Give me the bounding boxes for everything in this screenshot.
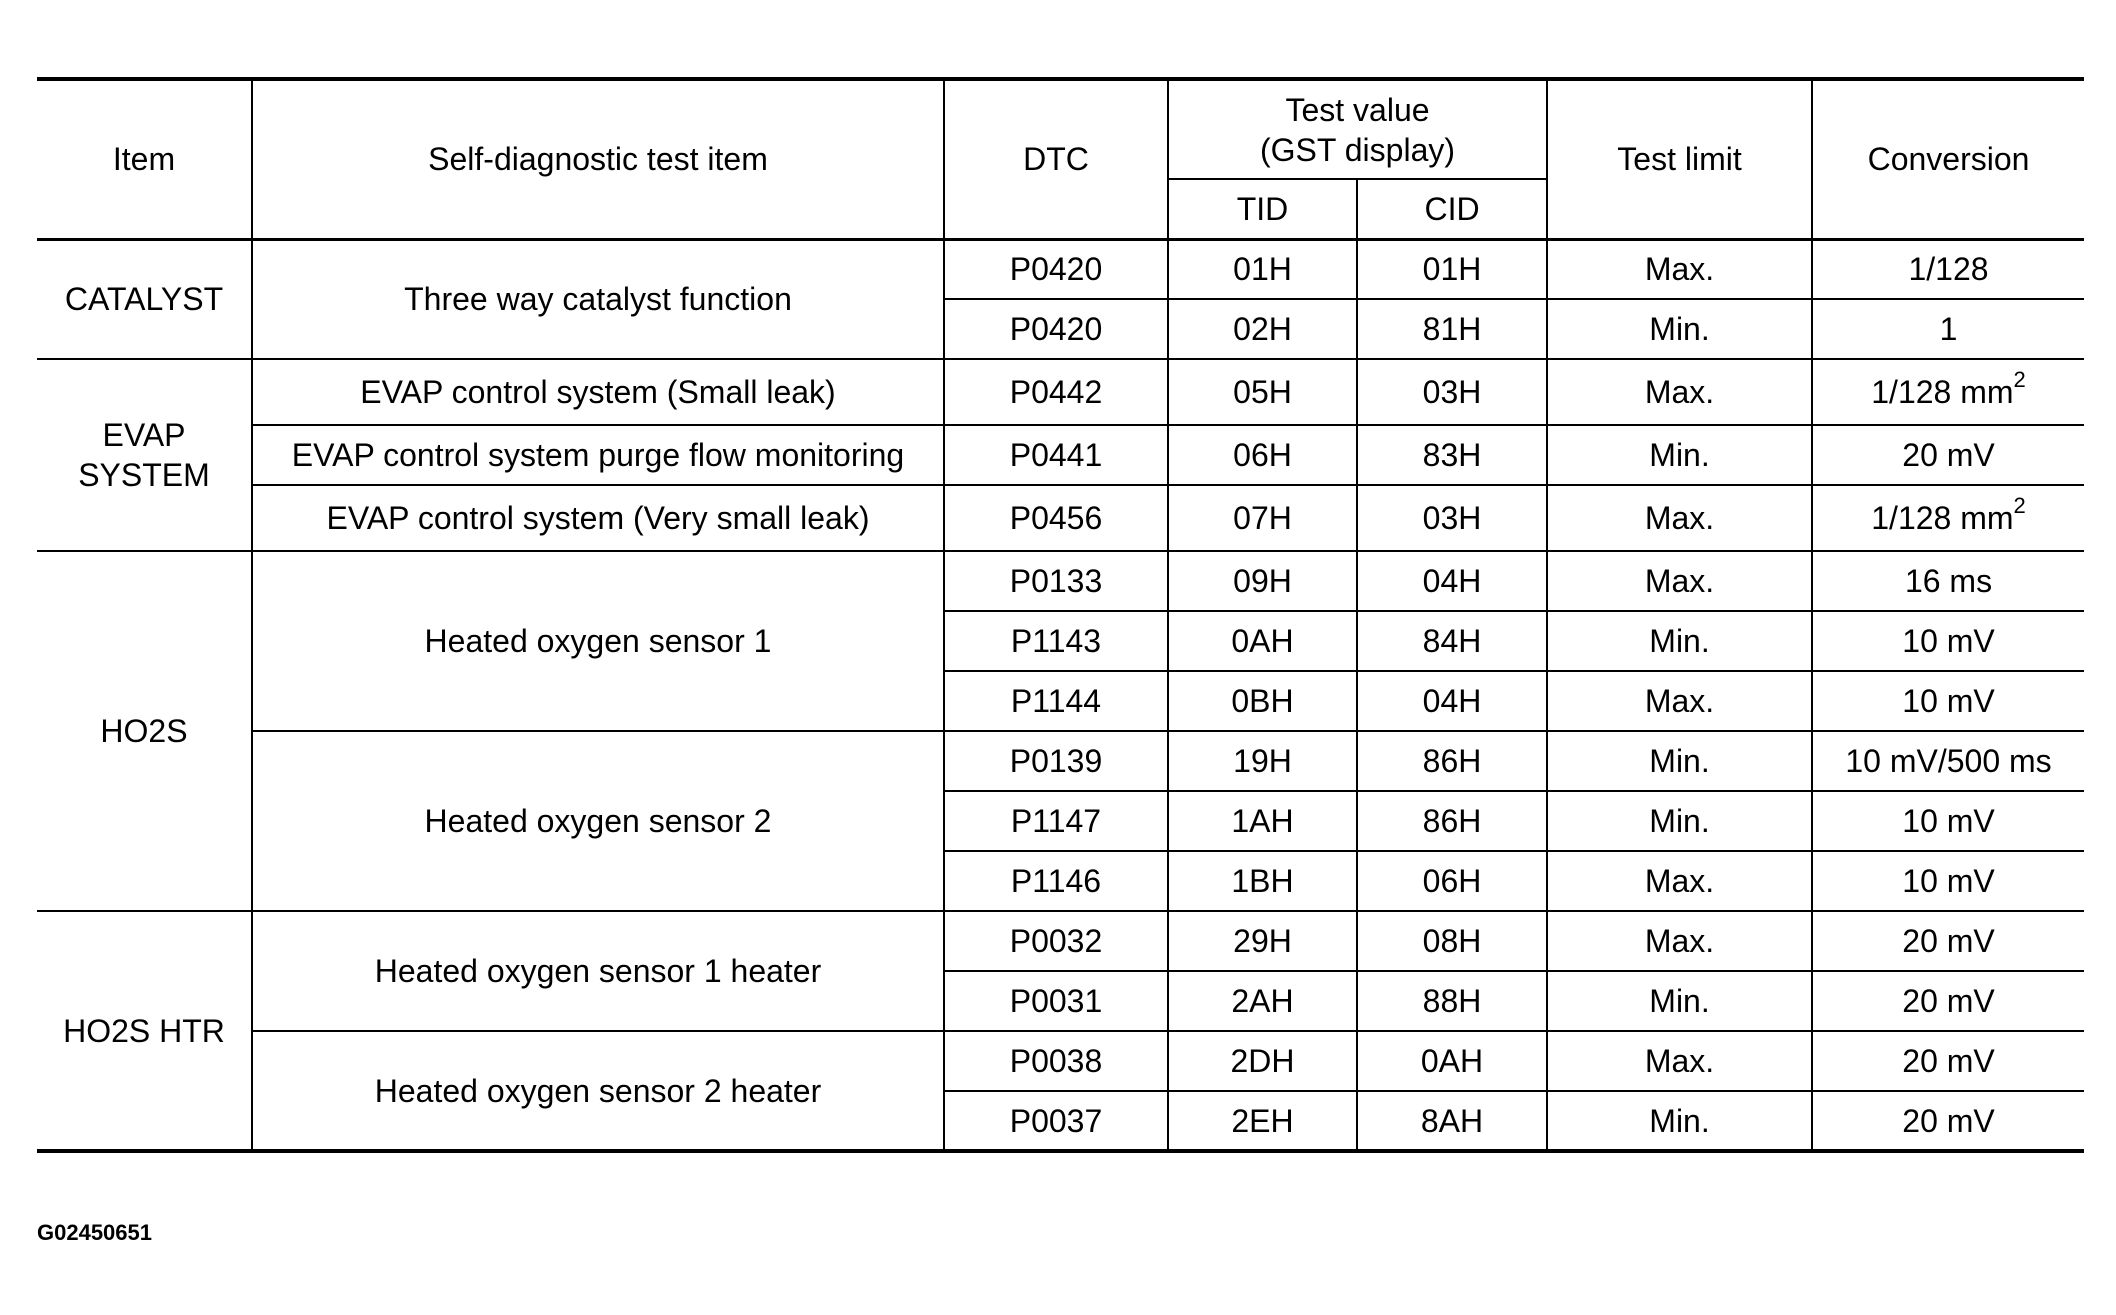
table-row — [37, 359, 2084, 425]
tid-cell: 07H — [1168, 485, 1357, 551]
cid-cell: 08H — [1357, 911, 1547, 971]
dtc-cell: P1146 — [944, 851, 1168, 911]
table-row — [37, 1031, 2084, 1091]
test-item-ho2s-sensor2: Heated oxygen sensor 2 — [252, 731, 944, 911]
cid-cell: 0AH — [1357, 1031, 1547, 1091]
cid-cell: 81H — [1357, 299, 1547, 359]
table-row — [37, 239, 2084, 299]
dtc-cell: P0456 — [944, 485, 1168, 551]
conversion-cell — [1812, 359, 2084, 425]
conversion-cell: 20 mV — [1812, 971, 2084, 1031]
tid-cell: 2AH — [1168, 971, 1357, 1031]
tid-cell: 29H — [1168, 911, 1357, 971]
limit-cell: Min. — [1547, 425, 1812, 485]
limit-cell: Min. — [1547, 611, 1812, 671]
conversion-cell: 10 mV — [1812, 611, 2084, 671]
item-evap-line2: SYSTEM — [78, 457, 210, 493]
tid-cell: 02H — [1168, 299, 1357, 359]
tid-cell: 2DH — [1168, 1031, 1357, 1091]
test-item-catalyst: Three way catalyst function — [252, 239, 944, 359]
table-row — [37, 551, 2084, 611]
conversion-cell: 20 mV — [1812, 911, 2084, 971]
table-row — [37, 911, 2084, 971]
item-evap-line1: EVAP — [102, 417, 186, 453]
dtc-cell: P0038 — [944, 1031, 1168, 1091]
dtc-cell: P0032 — [944, 911, 1168, 971]
tid-cell: 19H — [1168, 731, 1357, 791]
limit-cell: Min. — [1547, 791, 1812, 851]
conversion-cell: 10 mV/500 ms — [1812, 731, 2084, 791]
conversion-cell: 20 mV — [1812, 1091, 2084, 1151]
test-item-evap-small-leak: EVAP control system (Small leak) — [252, 359, 944, 425]
dtc-cell: P0420 — [944, 299, 1168, 359]
figure-code: G02450651 — [37, 1220, 152, 1245]
header-test-limit: Test limit — [1547, 79, 1812, 239]
tid-cell: 09H — [1168, 551, 1357, 611]
dtc-cell: P1144 — [944, 671, 1168, 731]
limit-cell: Max. — [1547, 851, 1812, 911]
header-dtc: DTC — [944, 79, 1168, 239]
test-item-ho2s-sensor1: Heated oxygen sensor 1 — [252, 551, 944, 731]
header-test-item: Self-diagnostic test item — [252, 79, 944, 239]
header-conversion: Conversion — [1812, 79, 2084, 239]
limit-cell: Max. — [1547, 239, 1812, 299]
limit-cell: Max. — [1547, 485, 1812, 551]
conversion-cell — [1812, 485, 2084, 551]
item-catalyst: CATALYST — [37, 239, 252, 359]
tid-cell: 1BH — [1168, 851, 1357, 911]
item-evap-system — [37, 359, 252, 551]
limit-cell: Max. — [1547, 551, 1812, 611]
conversion-cell: 20 mV — [1812, 1031, 2084, 1091]
dtc-cell: P0420 — [944, 239, 1168, 299]
conversion-cell: 1/128 — [1812, 239, 2084, 299]
cid-cell: 04H — [1357, 551, 1547, 611]
conversion-cell: 10 mV — [1812, 851, 2084, 911]
item-ho2s: HO2S — [37, 551, 252, 911]
conversion-cell: 16 ms — [1812, 551, 2084, 611]
dtc-cell: P1147 — [944, 791, 1168, 851]
limit-cell: Min. — [1547, 1091, 1812, 1151]
dtc-cell: P0442 — [944, 359, 1168, 425]
cid-cell: 86H — [1357, 731, 1547, 791]
cid-cell: 03H — [1357, 485, 1547, 551]
conversion-value: 1/128 mm — [1871, 500, 2014, 536]
dtc-cell: P0037 — [944, 1091, 1168, 1151]
cid-cell: 03H — [1357, 359, 1547, 425]
header-tid: TID — [1168, 179, 1357, 239]
limit-cell: Max. — [1547, 671, 1812, 731]
cid-cell: 83H — [1357, 425, 1547, 485]
limit-cell: Max. — [1547, 911, 1812, 971]
dtc-cell: P0133 — [944, 551, 1168, 611]
limit-cell: Min. — [1547, 731, 1812, 791]
conversion-cell: 20 mV — [1812, 425, 2084, 485]
tid-cell: 05H — [1168, 359, 1357, 425]
tid-cell: 1AH — [1168, 791, 1357, 851]
dtc-cell: P0031 — [944, 971, 1168, 1031]
diagnostic-table — [37, 77, 2084, 1153]
header-test-value — [1168, 79, 1547, 179]
header-test-value-line2: (GST display) — [1260, 131, 1456, 168]
test-item-ho2s-heater2: Heated oxygen sensor 2 heater — [252, 1031, 944, 1151]
limit-cell: Min. — [1547, 971, 1812, 1031]
tid-cell: 0AH — [1168, 611, 1357, 671]
table-row — [37, 731, 2084, 791]
tid-cell: 2EH — [1168, 1091, 1357, 1151]
cid-cell: 84H — [1357, 611, 1547, 671]
cid-cell: 8AH — [1357, 1091, 1547, 1151]
test-item-ho2s-heater1: Heated oxygen sensor 1 heater — [252, 911, 944, 1031]
cid-cell: 01H — [1357, 239, 1547, 299]
conversion-cell: 1 — [1812, 299, 2084, 359]
cid-cell: 06H — [1357, 851, 1547, 911]
cid-cell: 04H — [1357, 671, 1547, 731]
header-cid: CID — [1357, 179, 1547, 239]
dtc-cell: P1143 — [944, 611, 1168, 671]
limit-cell: Min. — [1547, 299, 1812, 359]
header-item: Item — [37, 79, 252, 239]
conversion-cell: 10 mV — [1812, 671, 2084, 731]
superscript: 2 — [2013, 493, 2026, 519]
item-ho2s-htr: HO2S HTR — [37, 911, 252, 1151]
dtc-cell: P0139 — [944, 731, 1168, 791]
limit-cell: Max. — [1547, 359, 1812, 425]
table-row — [37, 425, 2084, 485]
cid-cell: 88H — [1357, 971, 1547, 1031]
test-item-evap-purge-flow: EVAP control system purge flow monitoring — [252, 425, 944, 485]
conversion-value: 1/128 mm — [1871, 374, 2014, 410]
superscript: 2 — [2013, 367, 2026, 393]
limit-cell: Max. — [1547, 1031, 1812, 1091]
header-test-value-line1: Test value — [1285, 91, 1430, 128]
cid-cell: 86H — [1357, 791, 1547, 851]
test-item-evap-very-small-leak: EVAP control system (Very small leak) — [252, 485, 944, 551]
tid-cell: 06H — [1168, 425, 1357, 485]
tid-cell: 01H — [1168, 239, 1357, 299]
tid-cell: 0BH — [1168, 671, 1357, 731]
dtc-cell: P0441 — [944, 425, 1168, 485]
table-row — [37, 485, 2084, 551]
conversion-cell: 10 mV — [1812, 791, 2084, 851]
